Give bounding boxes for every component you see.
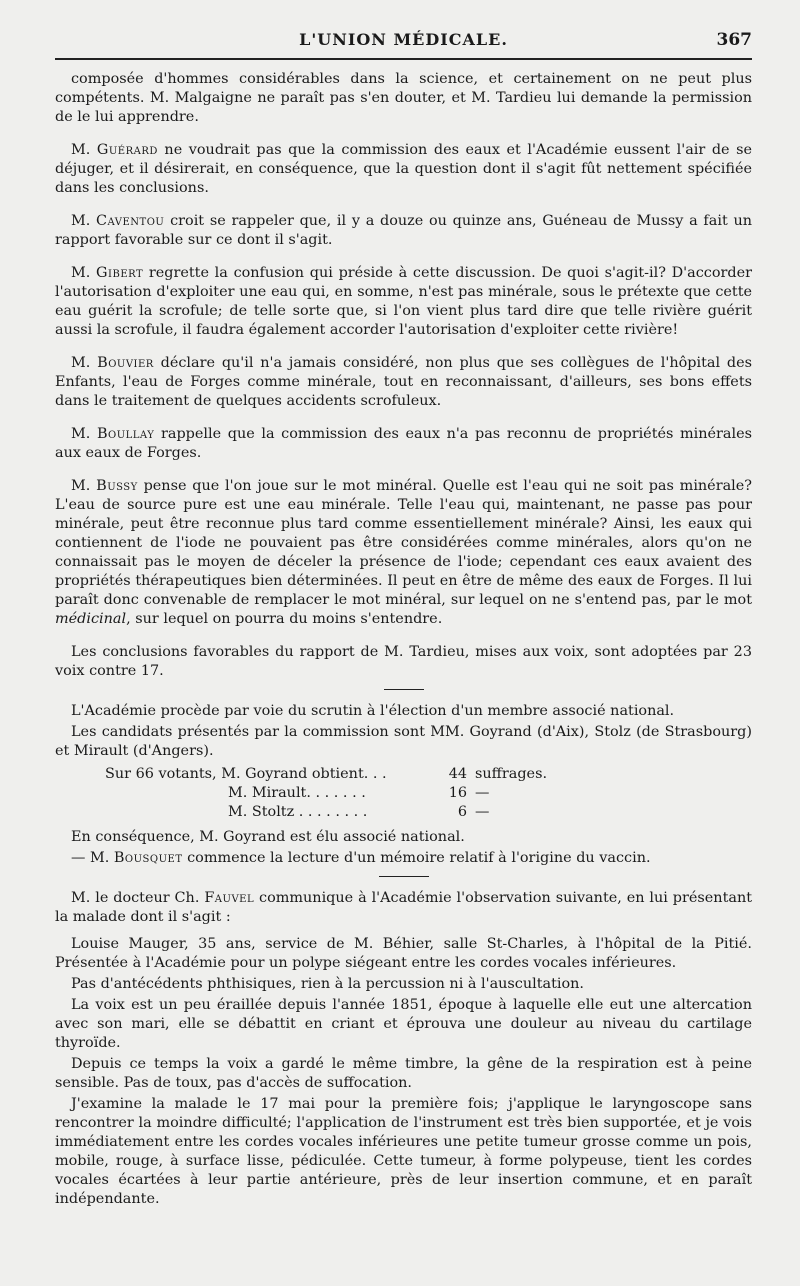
speaker-name: Caventou xyxy=(96,213,165,229)
debate-paragraph xyxy=(55,354,752,411)
section-divider xyxy=(384,689,424,690)
vote-row xyxy=(55,784,752,803)
fauvel-prefix: M. le docteur Ch. xyxy=(71,890,205,906)
vote-row xyxy=(55,765,752,784)
debate-paragraph xyxy=(55,141,752,198)
case-paragraph: Pas d'antécédents phthisiques, rien à la percussion ni à l'auscultation. xyxy=(71,976,584,992)
debate-paragraph xyxy=(55,477,752,629)
paragraph-text: médicinal xyxy=(55,611,127,627)
paragraph-text: pense que l'on joue sur le mot minéral. Quelle est l'eau qui ne soit pas minérale? L'eau de source pure est une eau minérale. Telle l'eau qui, maintenant, ne passe pas pour minérale, peut être reconnue plus tard comme essentiellement minérale? Ainsi, les eaux qui contiennent de l'iode ne pouvaient pas être considérées comme minérales, alors qu'on ne connaissait pas le moyen de déceler la présence de l'iode; cependant ces eaux avaient des propriétés thérapeutiques bien déterminées. Il peut en être de même des eaux de Forges. Il lui paraît donc convenable de remplacer le mot minéral, sur lequel on ne s'entend pas, par le mot xyxy=(55,478,752,608)
vote-candidate: Sur 66 votants, M. Goyrand obtient. . . xyxy=(105,766,387,782)
bousquet-prefix: — M. xyxy=(71,850,114,866)
vote-count: 6 xyxy=(457,804,467,820)
election-candidates: Les candidats présentés par la commission sont MM. Goyrand (d'Aix), Stolz (de Strasbourg) et Mirault (d'Angers). xyxy=(55,724,752,759)
vote-count: 44 xyxy=(448,766,467,782)
debate-paragraph xyxy=(55,264,752,340)
vote-row xyxy=(55,803,752,822)
fauvel-name: Fauvel xyxy=(204,890,255,906)
paragraph-text: ne voudrait pas que la commission des eaux et l'Académie eussent l'air de se déjuger, et il désirerait, en conséquence, que la question dont il s'agit fût nettement spécifiée dans les conclusions. xyxy=(55,142,752,196)
case-paragraph: La voix est un peu éraillée depuis l'année 1851, époque à laquelle elle eut une altercation avec son mari, elle se débattit en criant et éprouva une douleur au niveau du cartilage thyroïde. xyxy=(55,997,752,1051)
debate-paragraph xyxy=(55,425,752,463)
debate-paragraph xyxy=(55,643,752,681)
election-intro: L'Académie procède par voie du scrutin à l'élection d'un membre associé national. xyxy=(71,703,675,719)
fauvel-paragraph xyxy=(55,889,752,927)
vote-unit: — xyxy=(475,785,490,801)
header-rule xyxy=(55,58,752,60)
paragraph-text: M. xyxy=(71,355,98,371)
election-result: En conséquence, M. Goyrand est élu associé national. xyxy=(71,829,465,845)
fauvel-text: communique à l'Académie l'observation suivante, en lui présentant la malade dont il s'agit : xyxy=(55,890,752,925)
paragraph-text: M. xyxy=(71,213,97,229)
paragraph-text: déclare qu'il n'a jamais considéré, non plus que ses collègues de l'hôpital des Enfants, l'eau de Forges comme minérale, tout en reconnaissant, d'ailleurs, ses bons effets dans le traitement de quelques accidents scrofuleux. xyxy=(55,355,752,409)
vote-tally xyxy=(55,765,752,822)
debate-section xyxy=(55,70,752,681)
speaker-name: Bouvier xyxy=(97,355,154,371)
paragraph-text: M. xyxy=(71,426,97,442)
speaker-name: Guérard xyxy=(96,142,158,158)
page-body xyxy=(55,70,752,1211)
paragraph-text: composée d'hommes considérables dans la science, et certainement on ne peut plus compétents. M. Malgaigne ne paraît pas s'en douter, et M. Tardieu lui demande la permission de le lui apprendre. xyxy=(55,71,752,125)
paragraph-text: croit se rappeler que, il y a douze ou quinze ans, Guéneau de Mussy a fait un rapport favorable sur ce dont il s'agit. xyxy=(55,213,752,248)
vote-unit: — xyxy=(475,804,490,820)
case-paragraph: Louise Mauger, 35 ans, service de M. Béhier, salle St-Charles, à l'hôpital de la Pitié. Présentée à l'Académie pour un polype siégeant entre les cordes vocales inférieures. xyxy=(55,936,752,971)
paragraph-text: M. xyxy=(71,478,97,494)
vote-count: 16 xyxy=(448,785,467,801)
case-report xyxy=(55,935,752,1209)
paragraph-text: M. xyxy=(71,142,97,158)
paragraph-text: rappelle que la commission des eaux n'a pas reconnu de propriétés minérales aux eaux de Forges. xyxy=(55,426,753,461)
running-header xyxy=(55,30,752,52)
bousquet-text: commence la lecture d'un mémoire relatif à l'origine du vaccin. xyxy=(182,850,651,866)
case-paragraph: J'examine la malade le 17 mai pour la première fois; j'applique le laryngoscope sans rencontrer la moindre difficulté; l'application de l'instrument est très bien supportée, et je vois immédiatement entre les cordes vocales inférieures une petite tumeur grosse comme un pois, mobile, rouge, à surface lisse, pédiculée. Cette tumeur, à forme polypeuse, tient les cordes vocales écartées à leur partie antérieure, près de leur insertion commune, et en paraît indépendante. xyxy=(55,1096,752,1207)
vote-candidate: M. Stoltz . . . . . . . . xyxy=(228,804,368,820)
paragraph-text: regrette la confusion qui préside à cette discussion. De quoi s'agit-il? D'accorder l'autorisation d'exploiter une eau qui, en somme, n'est pas minérale, sous le prétexte que cette eau guérit la scrofule; de telle sorte que, si l'on vient plus tard dire que telle rivière guérit aussi la scrofule, il faudra également accorder l'autorisation d'exploiter cette rivière! xyxy=(55,265,752,338)
debate-paragraph xyxy=(55,212,752,250)
bousquet-name: Bousquet xyxy=(113,850,183,866)
speaker-name: Boullay xyxy=(96,426,155,442)
paragraph-text: , sur lequel on pourra du moins s'entendre. xyxy=(126,611,443,627)
vote-unit: suffrages. xyxy=(475,766,548,782)
speaker-name: Gibert xyxy=(96,265,144,281)
section-divider xyxy=(379,876,429,877)
page-number: 367 xyxy=(716,30,752,50)
speaker-name: Bussy xyxy=(96,478,138,494)
journal-title: L'UNION MÉDICALE. xyxy=(299,30,508,49)
paragraph-text: M. xyxy=(71,265,97,281)
debate-paragraph xyxy=(55,70,752,127)
case-paragraph: Depuis ce temps la voix a gardé le même timbre, la gêne de la respiration est à peine sensible. Pas de toux, pas d'accès de suffocation. xyxy=(55,1056,752,1091)
paragraph-text: Les conclusions favorables du rapport de M. Tardieu, mises aux voix, sont adoptées par 23 voix contre 17. xyxy=(55,644,752,679)
bousquet-paragraph xyxy=(55,849,752,868)
vote-candidate: M. Mirault. . . . . . . xyxy=(228,785,366,801)
